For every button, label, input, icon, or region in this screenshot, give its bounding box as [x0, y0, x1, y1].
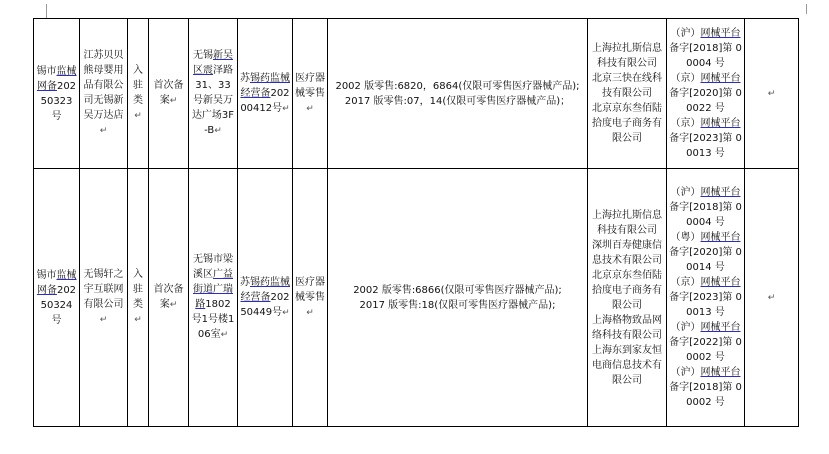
sales-scope-line: 2002 版零售:6820，6864(仅限可零售医疗器械产品); [335, 80, 580, 92]
record-link: 网械平台 [700, 187, 741, 198]
company-cell: 无锡轩之宇互联网有限公司↵ [80, 169, 128, 427]
platform-record [669, 26, 742, 71]
category: 入驻类 [133, 65, 143, 106]
permit-number: 20200412号 [240, 87, 290, 114]
record-link: 网械平台 [700, 28, 741, 39]
record-suffix: 备字[2018]第 00002 号 [669, 382, 742, 408]
platform-cell [588, 19, 667, 169]
platform-record [669, 116, 742, 161]
end-cell: ↵ [745, 19, 799, 169]
platform-record [669, 365, 742, 410]
record-suffix: 备字[2018]第 00004 号 [669, 43, 742, 69]
platform-name: 上海拉扎斯信息科技有限公司 [592, 43, 662, 69]
platform-record [669, 275, 742, 320]
permit-cell: 苏锡药监械经营备20250449号↵ [238, 169, 293, 427]
filing-table [33, 18, 799, 427]
page-corner-mark-left [36, 4, 47, 18]
address-prefix: 无锡 [193, 50, 213, 61]
record-prefix: （京） [670, 277, 701, 288]
business: 医疗器械零售 [295, 276, 325, 303]
business: 医疗器械零售 [295, 72, 325, 99]
page-corner-mark-right [806, 4, 808, 14]
record-prefix: 锡市 [36, 269, 57, 281]
record-suffix: 备字[2018]第 00004 号 [669, 202, 742, 228]
permit-prefix: 苏 [240, 276, 250, 288]
platform-record-cell [667, 169, 745, 427]
business-cell: 医疗器械零售↵ [293, 19, 328, 169]
record-link: 网械平台 [700, 73, 741, 84]
platform-record-cell [667, 19, 745, 169]
filing-type-cell: 首次备案↵ [149, 169, 189, 427]
filing-type: 首次备案 [153, 284, 184, 310]
platform-name: 上海东到家友恒电商信息技术有限公司 [592, 344, 662, 386]
sales-scope-cell [328, 169, 588, 427]
record-suffix: 备字[2022]第 00002 号 [669, 337, 742, 363]
record-prefix: （京） [670, 118, 701, 129]
record-suffix: 备字[2023]第 00013 号 [669, 292, 742, 318]
category-cell: 入驻类↵ [128, 169, 149, 427]
platform-name: 北京京东叁佰陆拾度电子商务有限公司 [592, 269, 662, 311]
record-prefix: （沪） [670, 367, 701, 378]
platform-name: 上海格物致品网络科技有限公司 [592, 314, 662, 341]
table-row [34, 169, 799, 427]
permit-number: 20250449号 [240, 291, 290, 318]
record-link: 网械平台 [700, 118, 741, 129]
record-link: 网械平台 [700, 322, 741, 333]
end-cell: ↵ [745, 169, 799, 427]
record-link: 网械平台 [700, 367, 741, 378]
permit-cell: 苏锡药监械经营备20200412号↵ [238, 19, 293, 169]
record-number: 20250323号 [40, 80, 77, 122]
platform-record [669, 230, 742, 275]
platform-name: 北京京东叁佰陆拾度电子商务有限公司 [592, 103, 662, 144]
sales-scope-line: 2017 版零售:07，14(仅限可零售医疗器械产品)； [344, 95, 571, 107]
record-prefix: （沪） [670, 187, 701, 198]
record-prefix: （沪） [670, 322, 701, 333]
record-suffix: 备字[2020]第 00022 号 [669, 88, 742, 114]
sales-scope-line: 2017 版零售:18(仅限可零售医疗器械产品); [359, 299, 556, 311]
filing-type-cell: 首次备案↵ [149, 19, 189, 169]
address-prefix: 无锡市梁溪区 [193, 254, 233, 280]
platform-record [669, 71, 742, 116]
platform-record [669, 185, 742, 230]
address-cell: 无锡市梁溪区广益街道广瑞路1802号1号楼106室↵ [189, 169, 238, 427]
permit-link: 锡药监械经营备 [240, 276, 290, 303]
address-link: 广益街道广瑞路 [193, 269, 233, 310]
platform-name: 深圳百寿健康信息技术有限公司 [592, 239, 662, 266]
record-link: 网械平台 [700, 232, 741, 243]
address-rest: 泽路31、33号新吴万达广场3F-B [191, 65, 235, 136]
record-prefix: 锡市 [36, 65, 57, 77]
record-link: 监械网备 [36, 65, 77, 92]
sales-scope-cell [328, 19, 588, 169]
record-prefix: （京） [670, 73, 701, 84]
category: 入驻类 [133, 269, 143, 310]
record-prefix: （沪） [670, 28, 701, 39]
address-rest: 1802号1号楼106室 [191, 299, 235, 340]
company: 江苏贝贝熊母婴用品有限公司无锡新吴万达店 [83, 50, 124, 121]
record-no-cell [34, 169, 80, 427]
platform-cell [588, 169, 667, 427]
permit-link: 锡药监械经营备 [240, 72, 290, 99]
platform-name: 上海拉扎斯信息科技有限公司 [592, 209, 662, 236]
platform-record [669, 320, 742, 365]
company-cell: 江苏贝贝熊母婴用品有限公司无锡新吴万达店↵ [80, 19, 128, 169]
record-number: 20250324号 [40, 284, 77, 326]
record-link: 网械平台 [700, 277, 741, 288]
address-cell: 无锡新吴区震泽路31、33号新吴万达广场3F-B↵ [189, 19, 238, 169]
table-row [34, 19, 799, 169]
sales-scope-line: 2002 版零售:6866(仅限可零售医疗器械产品); [353, 284, 562, 296]
business-cell: 医疗器械零售↵ [293, 169, 328, 427]
address-link: 新吴区震 [193, 50, 233, 76]
category-cell: 入驻类↵ [128, 19, 149, 169]
permit-prefix: 苏 [240, 72, 250, 84]
record-no-cell [34, 19, 80, 169]
record-link: 监械网备 [36, 269, 77, 296]
record-suffix: 备字[2023]第 00013 号 [669, 133, 742, 159]
record-suffix: 备字[2020]第 00014 号 [669, 247, 742, 273]
filing-type: 首次备案 [153, 80, 184, 106]
company: 无锡轩之宇互联网有限公司 [83, 269, 124, 310]
platform-name: 北京三快在线科技有限公司 [592, 73, 662, 99]
record-prefix: （粤） [670, 232, 701, 243]
